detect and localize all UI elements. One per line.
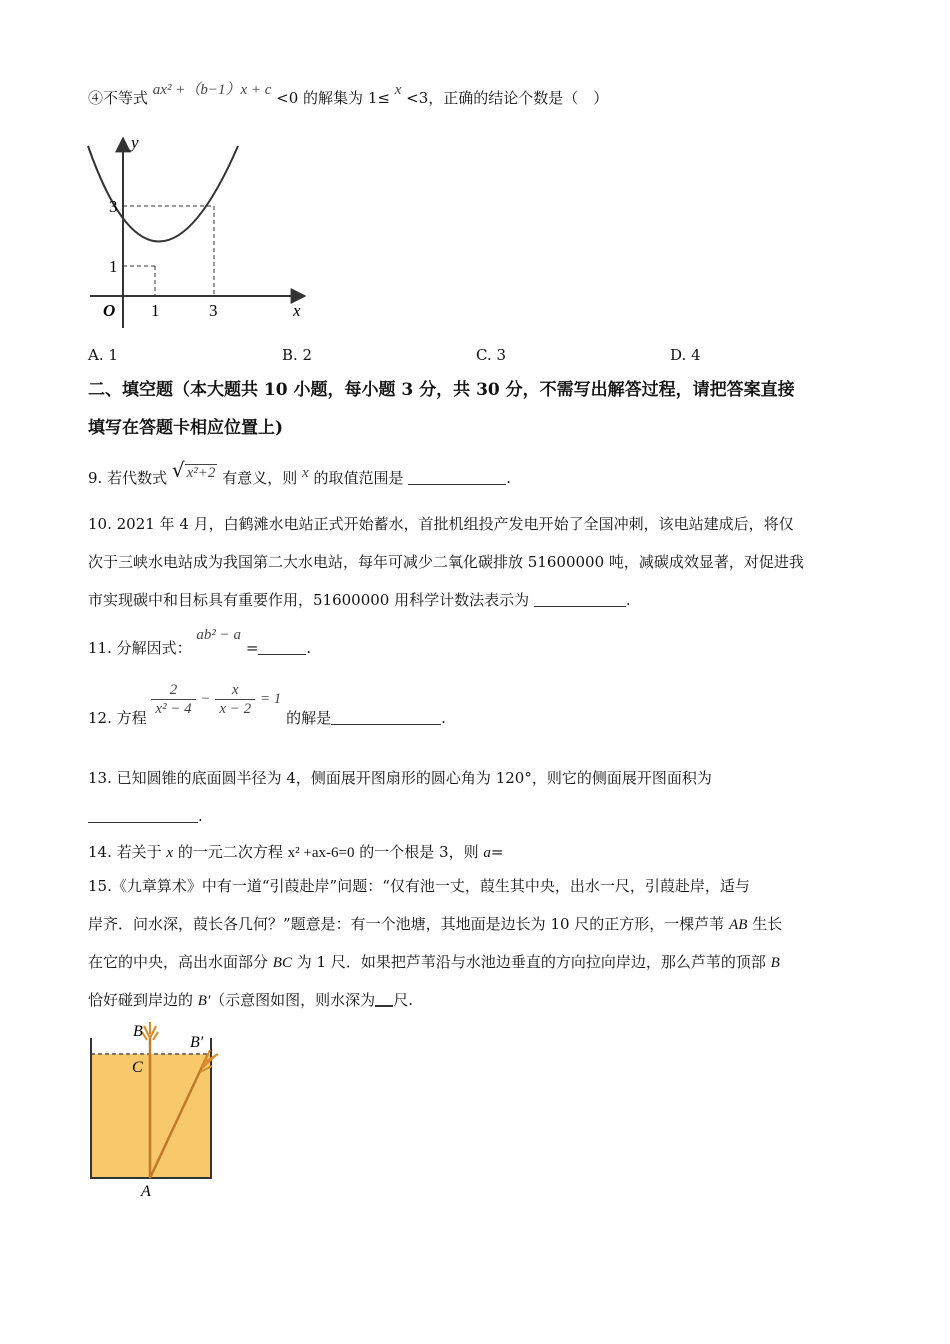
x-axis-label: x <box>293 301 301 320</box>
q12-prefix: 12. 方程 <box>88 709 147 727</box>
statement-middle: <0 的解集为 1≤ <box>276 89 390 107</box>
q15-line4 <box>88 990 413 1011</box>
pond-figure <box>84 1010 234 1202</box>
q9-variable: x <box>301 465 309 481</box>
q12-rhs: = 1 <box>259 691 282 707</box>
q14-prefix: 14. 若关于 <box>88 843 162 861</box>
question-11 <box>88 627 312 659</box>
parabola-curve <box>88 146 238 242</box>
q10-line1: 10. 2021 年 4 月，白鹤滩水电站正式开始蓄水，首批机组投产发电开始了全国冲刺，该电站建成后，将仅 <box>88 515 794 533</box>
y-axis-label: y <box>131 133 139 152</box>
variable-x: x <box>394 82 402 98</box>
q10-period: . <box>625 591 631 609</box>
x-tick-1: 1 <box>151 301 160 320</box>
q15-line3 <box>88 952 780 973</box>
label-C: C <box>132 1059 143 1076</box>
q10-line2: 次于三峡水电站成为我国第二大水电站，每年可减少二氧化碳排放 51600000 吨，减碳成效显著，对促进我 <box>88 553 804 571</box>
q10-answer-blank[interactable] <box>534 592 626 607</box>
q14-equals: = <box>490 843 504 861</box>
origin-label: O <box>103 301 116 320</box>
inequality-expression: ax² +（b−1）x + c <box>152 82 272 98</box>
q15-line2 <box>88 914 782 935</box>
q13-line2 <box>88 806 203 826</box>
option-c[interactable]: C. 3 <box>476 346 507 364</box>
section-heading-line1: 二、填空题（本大题共 10 小题，每小题 3 分，共 30 分，不需写出解答过程，请把答案直接 <box>88 380 795 400</box>
q11-period: . <box>306 639 312 657</box>
q14-equation: x² +ax-6=0 <box>287 845 355 861</box>
x-tick-3: 3 <box>209 301 218 320</box>
parabola-graph <box>80 128 320 338</box>
q11-answer-blank[interactable] <box>258 640 306 655</box>
statement-prefix: ④不等式 <box>88 89 149 107</box>
question-12 <box>88 682 446 726</box>
q15-line4-end: 尺. <box>393 991 413 1009</box>
statement-suffix: <3，正确的结论个数是（ ） <box>406 89 609 107</box>
q13-period: . <box>198 807 203 825</box>
q12-minus: − <box>200 691 211 707</box>
q15-B-prime: B' <box>197 993 211 1009</box>
y-tick-1: 1 <box>109 257 118 276</box>
question-9 <box>88 458 512 489</box>
q12-period: . <box>441 709 446 727</box>
q15-ab: AB <box>729 917 748 933</box>
question-14 <box>88 842 503 863</box>
q12-fraction-2: $\frac{x}{x - 2}$ <box>215 681 255 718</box>
label-B: B <box>133 1023 143 1040</box>
q9-sqrt: √ x²+2 <box>171 458 216 482</box>
q8-statement-4 <box>88 82 609 109</box>
q14-var-x: x <box>166 845 174 861</box>
label-A: A <box>141 1183 151 1200</box>
option-b[interactable]: B. 2 <box>282 346 313 364</box>
q9-radicand: x²+2 <box>186 465 216 481</box>
q12-middle: 的解是 <box>286 709 332 727</box>
q15-answer-blank[interactable] <box>375 991 393 1007</box>
y-tick-3: 3 <box>109 197 118 216</box>
q14-var-a: a <box>483 845 491 861</box>
q12-fraction-1: $\frac{2}{\text{x² − 4}}$ <box>151 681 195 718</box>
q14-middle-2: 的一个根是 3，则 <box>359 843 479 861</box>
q15-line4-b: （示意图如图，则水深为 <box>210 991 376 1009</box>
q15-line1: 15.《九章算术》中有一道“引葭赴岸”问题：“仅有池一丈，葭生其中央，出水一尺，引葭赴岸，适与 <box>88 877 750 895</box>
option-a[interactable]: A. 1 <box>88 346 118 364</box>
q11-expression: ab² − a <box>196 627 242 643</box>
label-B-prime: B′ <box>190 1034 204 1051</box>
q9-prefix: 9. 若代数式 <box>88 469 168 487</box>
q10-line3-text: 市实现碳中和目标具有重要作用，51600000 用科学计数法表示为 <box>88 591 530 609</box>
option-d[interactable]: D. 4 <box>670 346 701 364</box>
q15-line2-text: 岸齐．问水深，葭长各几何？”题意是：有一个池塘，其地面是边长为 10 尺的正方形，一棵芦苇 <box>88 915 725 933</box>
q14-middle-1: 的一元二次方程 <box>177 843 283 861</box>
q10-line3 <box>88 590 631 610</box>
q15-line3-b: 为 1 尺．如果把芦苇沿与水池边垂直的方向拉向岸边，那么芦苇的顶部 <box>296 953 766 971</box>
q15-line2-end: 生长 <box>752 915 783 933</box>
q15-line3-a: 在它的中央，高出水面部分 <box>88 953 269 971</box>
q12-answer-blank[interactable] <box>331 710 441 725</box>
q13-line1: 13. 已知圆锥的底面圆半径为 4，侧面展开图扇形的圆心角为 120°，则它的侧面展开图面积为 <box>88 769 712 787</box>
q11-equals: = <box>245 639 259 657</box>
q11-prefix: 11. 分解因式： <box>88 639 192 657</box>
q9-suffix: 的取值范围是 <box>313 469 404 487</box>
q9-answer-blank[interactable] <box>408 470 506 485</box>
q9-period: . <box>506 469 512 487</box>
reed-top-vertical <box>142 1022 158 1040</box>
q15-B: B <box>770 955 780 971</box>
q13-answer-blank[interactable] <box>88 808 198 823</box>
q9-middle: 有意义，则 <box>222 469 298 487</box>
q15-line4-a: 恰好碰到岸边的 <box>88 991 194 1009</box>
q15-bc: BC <box>272 955 292 971</box>
section-heading-line2: 填写在答题卡相应位置上) <box>88 418 284 438</box>
